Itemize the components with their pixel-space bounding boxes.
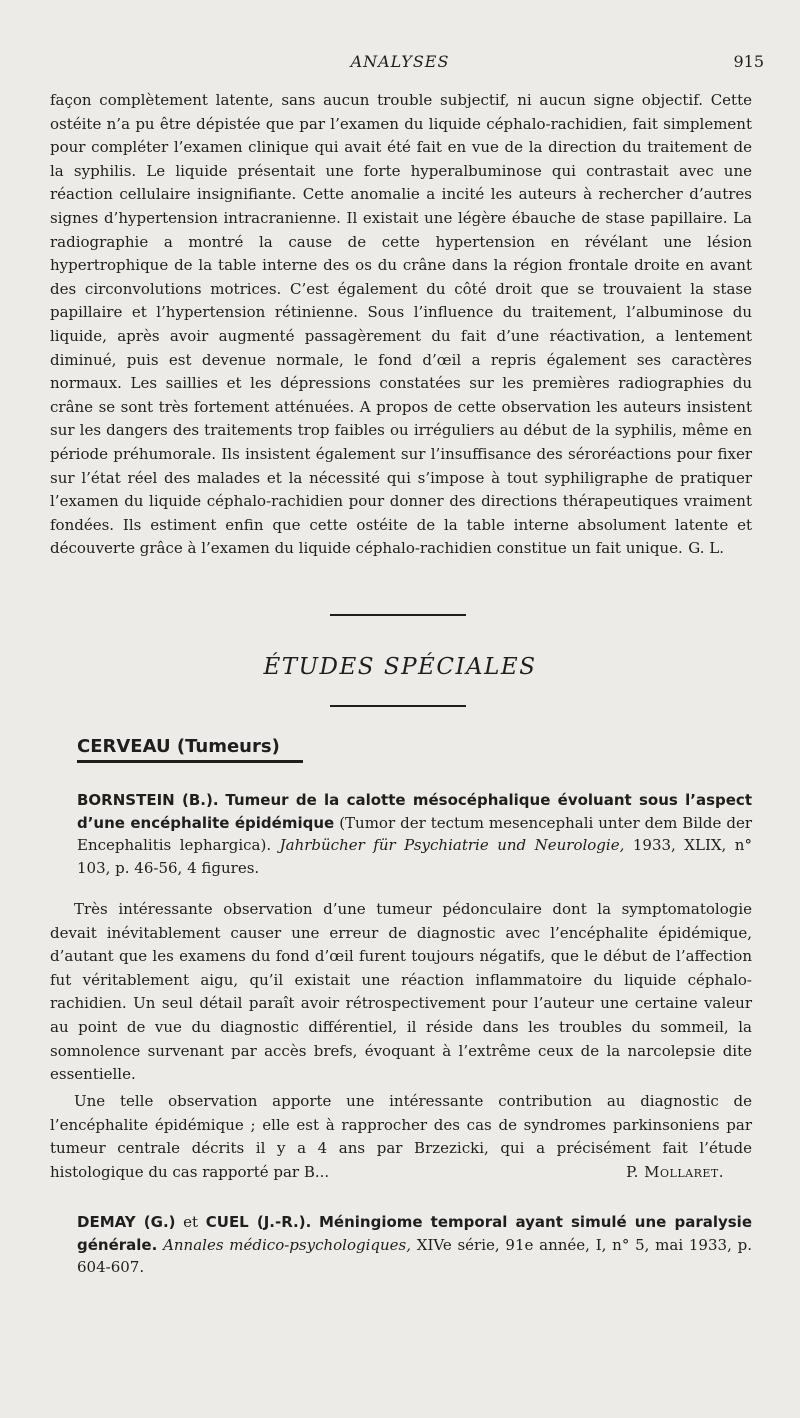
rubric-heading: CERVEAU (Tumeurs) [77,736,280,757]
intro-paragraph [50,89,752,561]
intro-signature: G. L. [688,539,724,558]
section-rule-top [330,614,466,616]
entry2-coauthor: CUEL (J.-R.). [205,1213,312,1231]
entry1-original-title: (Tumor der tectum mesencephali unter dem Bilde der Encephalitis lephargica). [77,813,752,855]
running-title: ANALYSES [350,52,450,71]
entry1-paragraph1: Très intéressante observation d’une tumeur pédonculaire dont la symptomatologie devait inévitablement causer une erreur de diagnostic avec l’encéphalite épidémique, d’autant que les examens du fond d’œil furent toujours négatifs, que le début de l’affection fut véritablement aigu, qu’il existait une réaction inflammatoire du liquide céphalo-rachidien. Un seul détail paraît avoir rétrospectivement pour l’auteur une certaine valeur au point de vue du diagnostic différentiel, il réside dans les troubles du sommeil, la somnolence survenant par accès brefs, évoquant à l’extrême ceux de la narcolepsie dite essentielle. [50,900,752,1084]
entry2-conj: et [183,1213,199,1231]
section-rule-bottom [330,705,466,707]
entry2-authors: DEMAY (G.) [77,1213,176,1231]
entry1-paragraph2 [50,1090,752,1184]
page-number: 915 [733,52,764,71]
entry2-title: Méningiome temporal ayant simulé une paralysie générale. [77,1213,752,1254]
entry1-title: Tumeur de la calotte mésocéphalique évoluant sous l’aspect d’une encéphalite épidémique [77,791,752,832]
entry1-paragraph2-text: Une telle observation apporte une intéressante contribution au diagnostic de l’encéphalite épidémique ; elle est à rapprocher des cas de syndromes parkinsoniens par tumeur centrale décrits il y a 4 ans par Brzezicki, qui a précisément fait l’étude histologique du cas rapporté par B... [50,1092,752,1181]
entry1-citation: 1933, XLIX, n° 103, p. 46-56, 4 figures. [77,836,752,877]
running-head [0,52,800,74]
entry2-journal: Annales médico-psychologiques, [163,1235,411,1254]
entry1-reference [77,789,752,879]
entry1-signature: P. Mollaret. [626,1162,724,1181]
intro-paragraph-text: façon complètement latente, sans aucun trouble subjectif, ni aucun signe objectif. Cette ostéite n’a pu être dépistée que par l’examen du liquide céphalo-rachidien, fait simplement pour compléter l’examen clinique qui avait été fait en vue de la direction du traitement de la syphilis. Le liquide présentait une forte hyperalbuminose qui contrastait avec une réaction cellulaire insignifiante. Cette anomalie a incité les auteurs à rechercher d’autres signes d’hypertension intracranienne. Il existait une légère ébauche de stase papillaire. La radiographie a montré la cause de cette hypertension en révélant une lésion hypertrophique de la table interne des os du crâne dans la région frontale droite en avant des circonvolutions motrices. C’est également du côté droit que se trouvaient la stase papillaire et l’hypertension rétinienne. Sous l’influence du traitement, l’albuminose du liquide, après avoir augmenté passagèrement du fait d’une réactivation, a lentement diminué, puis est devenue normale, le fond d’œil a repris également ses caractères normaux. Les saillies et les dépressions constatées sur les premières radiographies du crâne se sont très fortement atténuées. A propos de cette observation les auteurs insistent sur les dangers des traitements trop faibles ou irréguliers au début de la syphilis, même en période préhumorale. Ils insistent également sur l’insuffisance des séroréactions pour fixer sur l’état réel des malades et la nécessité qui s’impose à tout syphiligraphe de pratiquer l’examen du liquide céphalo-rachidien pour donner des directions thérapeutiques vraiment fondées. Ils estiment enfin que cette ostéite de la table interne absolument latente et découverte grâce à l’examen du liquide céphalo-rachidien constitue un fait unique. [50,91,752,558]
entry1-journal: Jahrbücher für Psychiatrie und Neurologie, [279,836,625,855]
entry2-citation: XIVe série, 91e année, I, n° 5, mai 1933, p. 604-607. [77,1235,752,1277]
section-title: ÉTUDES SPÉCIALES [263,654,537,680]
rubric-underline [77,760,303,763]
entry1-authors: BORNSTEIN (B.). [77,791,219,809]
entry2-reference [77,1211,752,1279]
